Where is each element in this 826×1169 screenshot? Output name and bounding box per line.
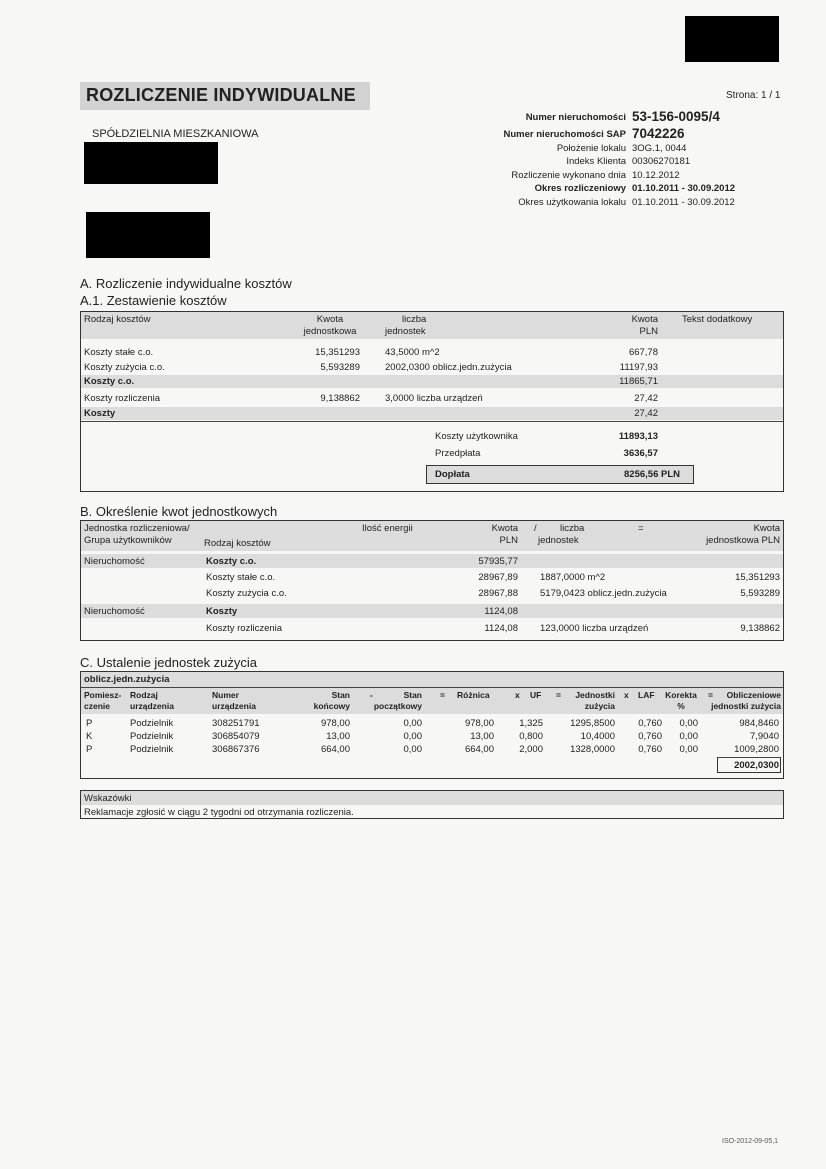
header-start-2: początkowy: [373, 701, 422, 711]
device-room: P: [86, 744, 93, 755]
cost-type: Koszty stałe c.o.: [84, 347, 154, 358]
header-eq: =: [638, 523, 644, 534]
cost-amount: 667,78: [628, 347, 658, 358]
correction: 0,00: [679, 718, 698, 729]
unit-count: 1887,0000 m^2: [540, 572, 606, 583]
cost-amount: 11865,71: [619, 376, 658, 387]
cost-unit-amount: 5,593289: [320, 362, 360, 373]
header-minus: -: [370, 690, 373, 700]
device-number: 306854079: [212, 731, 260, 742]
document-title: ROZLICZENIE INDYWIDUALNE: [86, 85, 356, 105]
unit-amounts-subtotal-bg: [81, 604, 783, 618]
redacted-block-address-2: [86, 212, 210, 258]
factor-uf: 2,000: [519, 744, 543, 755]
page-number: Strona: 1 / 1: [726, 90, 781, 101]
reading-start: 0,00: [403, 744, 422, 755]
notes-header-bg: [81, 791, 783, 805]
meta-value: 00306270181: [632, 156, 691, 167]
header-device-1: Rodzaj: [130, 690, 158, 700]
header-start-1: Stan: [403, 690, 422, 700]
unit-count: 123,0000 liczba urządzeń: [540, 623, 649, 634]
redacted-block-address-1: [84, 142, 218, 184]
unit-cost-type: Koszty stałe c.o.: [206, 572, 276, 583]
costs-subtotal-bg: [81, 375, 783, 388]
header-slash: /: [534, 523, 537, 534]
device-type: Podzielnik: [130, 744, 174, 755]
consumption-group-line: [81, 687, 783, 688]
cost-unit-amount: 9,138862: [320, 393, 360, 404]
meta-label: Położenie lokalu: [556, 143, 626, 154]
header-units-1: Jednostki: [575, 690, 615, 700]
header-eq-3: =: [708, 690, 713, 700]
section-c-heading: C. Ustalenie jednostek zużycia: [80, 655, 258, 670]
header-cost-type-b: Rodzaj kosztów: [204, 538, 271, 549]
meta-value: 10.12.2012: [632, 170, 680, 181]
section-b-heading: B. Określenie kwot jednostkowych: [80, 504, 278, 519]
cost-count: 2002,0300 oblicz.jedn.zużycia: [385, 362, 512, 373]
device-type: Podzielnik: [130, 731, 174, 742]
meta-value: 53-156-0095/4: [632, 109, 720, 124]
meta-value: 7042226: [632, 126, 685, 141]
costs-divider: [81, 421, 783, 422]
factor-laf: 0,760: [638, 731, 662, 742]
meta-label: Indeks Klienta: [566, 156, 626, 167]
factor-laf: 0,760: [638, 718, 662, 729]
header-end-1: Stan: [331, 690, 350, 700]
unit-cost-type: Koszty: [206, 606, 238, 617]
header-laf: LAF: [638, 690, 655, 700]
user-costs-label: Koszty użytkownika: [435, 431, 518, 442]
header-extra-text: Tekst dodatkowy: [682, 314, 753, 325]
costs-subtotal-bg: [81, 407, 783, 420]
surcharge-label: Dopłata: [435, 469, 470, 480]
header-count-2: jednostek: [385, 326, 426, 337]
factor-laf: 0,760: [638, 744, 662, 755]
unit-amount-pln: 28967,89: [478, 572, 518, 583]
device-room: K: [86, 731, 93, 742]
prepayment-label: Przedpłata: [435, 448, 481, 459]
costs-table-header-bg: [81, 312, 783, 339]
reading-diff: 978,00: [464, 718, 494, 729]
cost-amount: 27,42: [634, 393, 658, 404]
unit-amount-pln: 28967,88: [478, 588, 518, 599]
header-amount-2: PLN: [639, 326, 658, 337]
meta-value: 01.10.2011 - 30.09.2012: [632, 197, 735, 208]
consumption-units: 1295,8500: [570, 718, 615, 729]
consumption-group: oblicz.jedn.zużycia: [84, 674, 170, 685]
reading-end: 978,00: [320, 718, 350, 729]
meta-label: Okres rozliczeniowy: [534, 183, 626, 194]
header-calc-2: jednostki zużycia: [711, 701, 781, 711]
unit-cost-type: Koszty rozliczenia: [206, 623, 283, 634]
reading-start: 0,00: [403, 731, 422, 742]
unit-amount-pln: 1124,08: [484, 606, 518, 617]
cost-type: Koszty zużycia c.o.: [84, 362, 165, 373]
header-x-1: x: [515, 690, 520, 700]
header-units-2: zużycia: [584, 701, 615, 711]
notes-heading: Wskazówki: [84, 793, 132, 804]
calc-units: 7,9040: [749, 731, 779, 742]
section-a1-heading: A.1. Zestawienie kosztów: [80, 293, 227, 308]
unit-result: 9,138862: [740, 623, 780, 634]
unit-result: 15,351293: [735, 572, 780, 583]
header-calc-1: Obliczeniowe: [726, 690, 781, 700]
header-end-2: końcowy: [313, 701, 350, 711]
factor-uf: 0,800: [519, 731, 543, 742]
cost-type: Koszty rozliczenia: [84, 393, 161, 404]
header-count-b-1: liczba: [560, 523, 585, 534]
header-count-b-2: jednostek: [538, 535, 579, 546]
header-corr-2: %: [677, 701, 685, 711]
correction: 0,00: [679, 731, 698, 742]
header-diff: Różnica: [457, 690, 490, 700]
meta-label: Okres użytkowania lokalu: [518, 197, 626, 208]
header-room-2: czenie: [84, 701, 110, 711]
calc-units: 1009,2800: [734, 744, 779, 755]
reading-end: 13,00: [326, 731, 350, 742]
header-unit-amount-b-2: jednostkowa PLN: [706, 535, 780, 546]
cost-type: Koszty c.o.: [84, 376, 135, 387]
footer-code: ISO-2012-09-05,1: [722, 1138, 779, 1145]
reading-diff: 13,00: [470, 731, 494, 742]
header-number-2: urządzenia: [212, 701, 256, 711]
consumption-total: 2002,0300: [734, 760, 779, 771]
header-settlement-unit: Jednostka rozliczeniowa/: [84, 523, 190, 534]
header-number-1: Numer: [212, 690, 239, 700]
header-uf: UF: [530, 690, 542, 700]
meta-label: Numer nieruchomości SAP: [503, 129, 626, 140]
meta-value: 3OG.1, 0044: [632, 143, 687, 154]
cost-count: 3,0000 liczba urządzeń: [385, 393, 483, 404]
cost-amount: 27,42: [634, 408, 658, 419]
reading-diff: 664,00: [464, 744, 494, 755]
device-room: P: [86, 718, 93, 729]
correction: 0,00: [679, 744, 698, 755]
calc-units: 984,8460: [739, 718, 779, 729]
header-amount-b-2: PLN: [499, 535, 518, 546]
cooperative-name: SPÓŁDZIELNIA MIESZKANIOWA: [92, 128, 259, 140]
cost-count: 43,5000 m^2: [385, 347, 440, 358]
consumption-units: 1328,0000: [570, 744, 615, 755]
header-unit-amount-2: jednostkowa: [303, 326, 357, 337]
device-number: 306867376: [212, 744, 260, 755]
user-costs-value: 11893,13: [618, 431, 658, 442]
unit-amounts-subtotal-bg: [81, 554, 783, 568]
header-count-1: liczba: [402, 314, 427, 325]
header-amount-b-1: Kwota: [491, 523, 518, 534]
meta-label: Numer nieruchomości: [525, 112, 626, 123]
factor-uf: 1,325: [519, 718, 543, 729]
header-energy: Ilość energii: [362, 523, 413, 534]
cost-unit-amount: 15,351293: [315, 347, 360, 358]
header-user-group: Grupa użytkowników: [84, 535, 172, 546]
consumption-units: 10,4000: [580, 731, 615, 742]
header-cost-type: Rodzaj kosztów: [84, 314, 151, 325]
header-x-2: x: [624, 690, 629, 700]
unit-cost-type: Koszty zużycia c.o.: [206, 588, 287, 599]
settlement-unit: Nieruchomość: [84, 556, 145, 567]
unit-amount-pln: 57935,77: [478, 556, 518, 567]
header-unit-amount-b-1: Kwota: [753, 523, 780, 534]
unit-cost-type: Koszty c.o.: [206, 556, 257, 567]
meta-label: Rozliczenie wykonano dnia: [511, 170, 626, 181]
header-unit-amount-1: Kwota: [316, 314, 344, 325]
prepayment-value: 3636,57: [623, 448, 658, 459]
header-amount-1: Kwota: [631, 314, 658, 325]
unit-count: 5179,0423 oblicz.jedn.zużycia: [540, 588, 667, 599]
cost-type: Koszty: [84, 408, 116, 419]
header-corr-1: Korekta: [665, 690, 697, 700]
device-number: 308251791: [212, 718, 260, 729]
reading-start: 0,00: [403, 718, 422, 729]
unit-amount-pln: 1124,08: [484, 623, 518, 634]
settlement-unit: Nieruchomość: [84, 606, 145, 617]
header-device-2: urządzenia: [130, 701, 174, 711]
header-eq-2: =: [556, 690, 561, 700]
section-a-heading: A. Rozliczenie indywidualne kosztów: [80, 276, 292, 291]
cost-amount: 11197,93: [619, 362, 658, 373]
device-type: Podzielnik: [130, 718, 174, 729]
header-eq-1: =: [440, 690, 445, 700]
unit-result: 5,593289: [740, 588, 780, 599]
reading-end: 664,00: [320, 744, 350, 755]
header-room-1: Pomiesz-: [84, 690, 122, 700]
redacted-block-top-right: [685, 16, 779, 62]
notes-text: Reklamacje zgłosić w ciągu 2 tygodni od otrzymania rozliczenia.: [84, 807, 354, 818]
meta-value: 01.10.2011 - 30.09.2012: [632, 183, 736, 194]
surcharge-value: 8256,56 PLN: [624, 469, 680, 480]
